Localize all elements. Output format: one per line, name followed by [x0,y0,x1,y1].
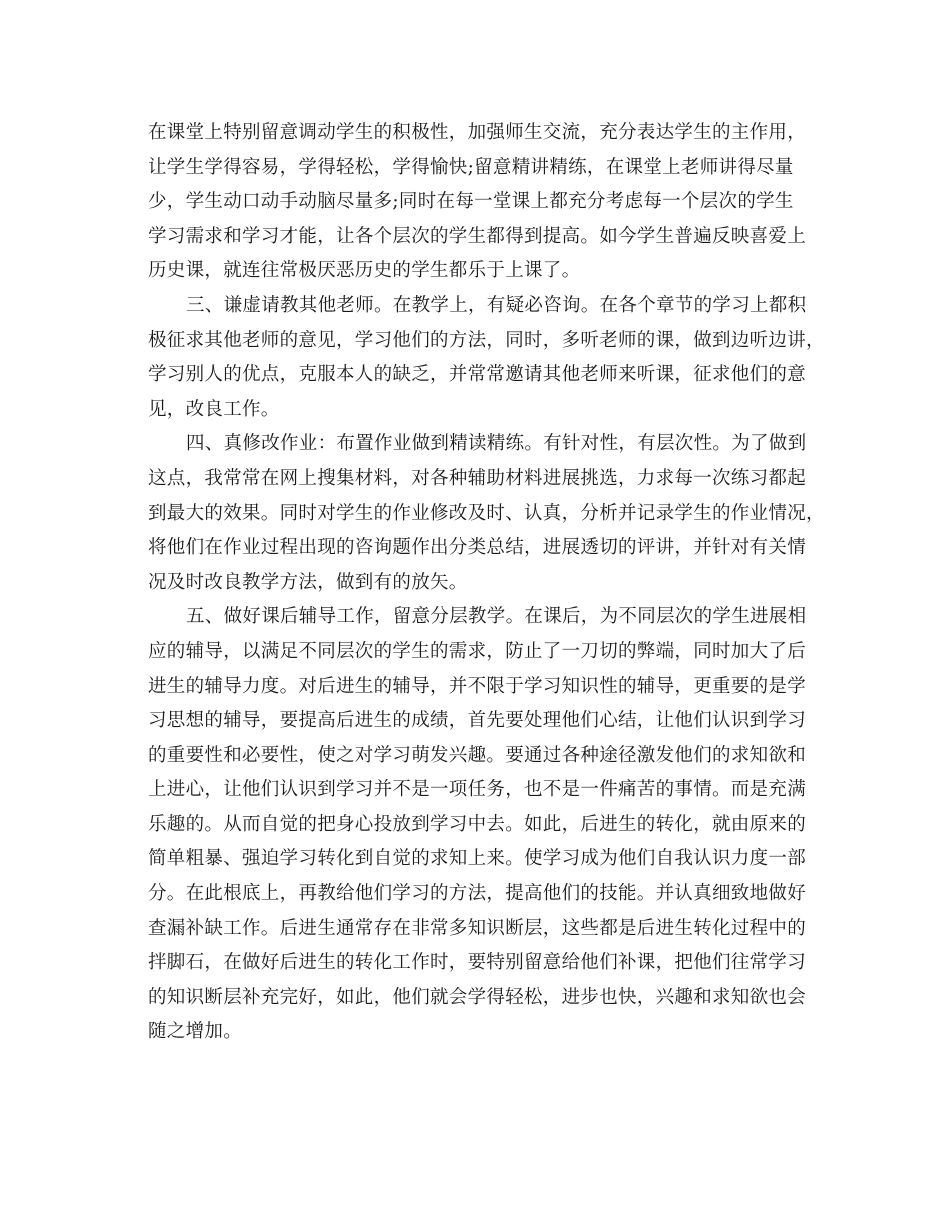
text-line: 四、真修改作业：布置作业做到精读精练。有针对性，有层次性。为了做到 [186,433,807,455]
text-line: 历史课，就连往常极厌恶历史的学生都乐于上课了。 [148,260,581,282]
paragraph-classroom-engagement [148,116,808,289]
text-line: 乐趣的。从而自觉的把身心投放到学习中去。如此，后进生的转化，就由原来的 [148,813,807,835]
paragraph-homework-correction [148,427,825,600]
paragraph-consult-teachers [148,289,825,427]
text-line: 的重要性和必要性，使之对学习萌发兴趣。要通过各种途径激发他们的求知欲和 [148,744,807,766]
text-line: 五、做好课后辅导工作，留意分层教学。在课后，为不同层次的学生进展相 [186,606,807,628]
text-line: 在课堂上特别留意调动学生的积极性，加强师生交流，充分表达学生的主作用， [148,122,807,143]
text-line: 况及时改良教学方法，做到有的放矢。 [148,571,468,593]
text-line: 到最大的效果。同时对学生的作业修改及时、认真，分析并记录学生的作业情况， [148,502,825,524]
text-line: 学习别人的优点，克服本人的缺乏，并常常邀请其他老师来听课，征求他们的意 [148,364,807,386]
text-line: 的知识断层补充完好，如此，他们就会学得轻松，进步也快，兴趣和求知欲也会 [148,986,807,1008]
text-line: 学习需求和学习才能，让各个层次的学生都得到提高。如今学生普遍反映喜爱上 [148,225,807,247]
text-line: 查漏补缺工作。后进生通常存在非常多知识断层，这些都是后进生转化过程中的 [148,917,807,939]
text-line: 上进心，让他们认识到学习并不是一项任务，也不是一件痛苦的事情。而是充满 [148,779,807,801]
text-line: 进生的辅导力度。对后进生的辅导，并不限于学习知识性的辅导，更重要的是学 [148,675,807,697]
text-line: 这点，我常常在网上搜集材料，对各种辅助材料进展挑选，力求每一次练习都起 [148,467,807,489]
text-line: 少，学生动口动手动脑尽量多;同时在每一堂课上都充分考虑每一个层次的学生 [148,191,794,213]
text-line: 见，改良工作。 [148,398,280,420]
text-line: 让学生学得容易，学得轻松，学得愉快;留意精讲精练，在课堂上老师讲得尽量 [148,156,794,178]
document-body [148,116,825,1050]
text-line: 极征求其他老师的意见，学习他们的方法，同时，多听老师的课，做到边听边讲， [148,329,825,351]
text-line: 随之增加。 [148,1021,243,1043]
text-line: 应的辅导，以满足不同层次的学生的需求，防止了一刀切的弊端，同时加大了后 [148,640,807,662]
text-line: 简单粗暴、强迫学习转化到自觉的求知上来。使学习成为他们自我认识力度一部 [148,848,807,870]
text-line: 分。在此根底上，再教给他们学习的方法，提高他们的技能。并认真细致地做好 [148,883,807,905]
text-line: 拌脚石，在做好后进生的转化工作时，要特别留意给他们补课，把他们往常学习 [148,952,807,974]
text-line: 三、谦虚请教其他老师。在教学上，有疑必咨询。在各个章节的学习上都积 [186,294,807,316]
text-line: 习思想的辅导，要提高后进生的成绩，首先要处理他们心结，让他们认识到学习 [148,710,807,732]
text-line: 将他们在作业过程出现的咨询题作出分类总结，进展透切的评讲，并针对有关情 [148,537,807,559]
paragraph-after-class-tutoring [148,600,808,1050]
